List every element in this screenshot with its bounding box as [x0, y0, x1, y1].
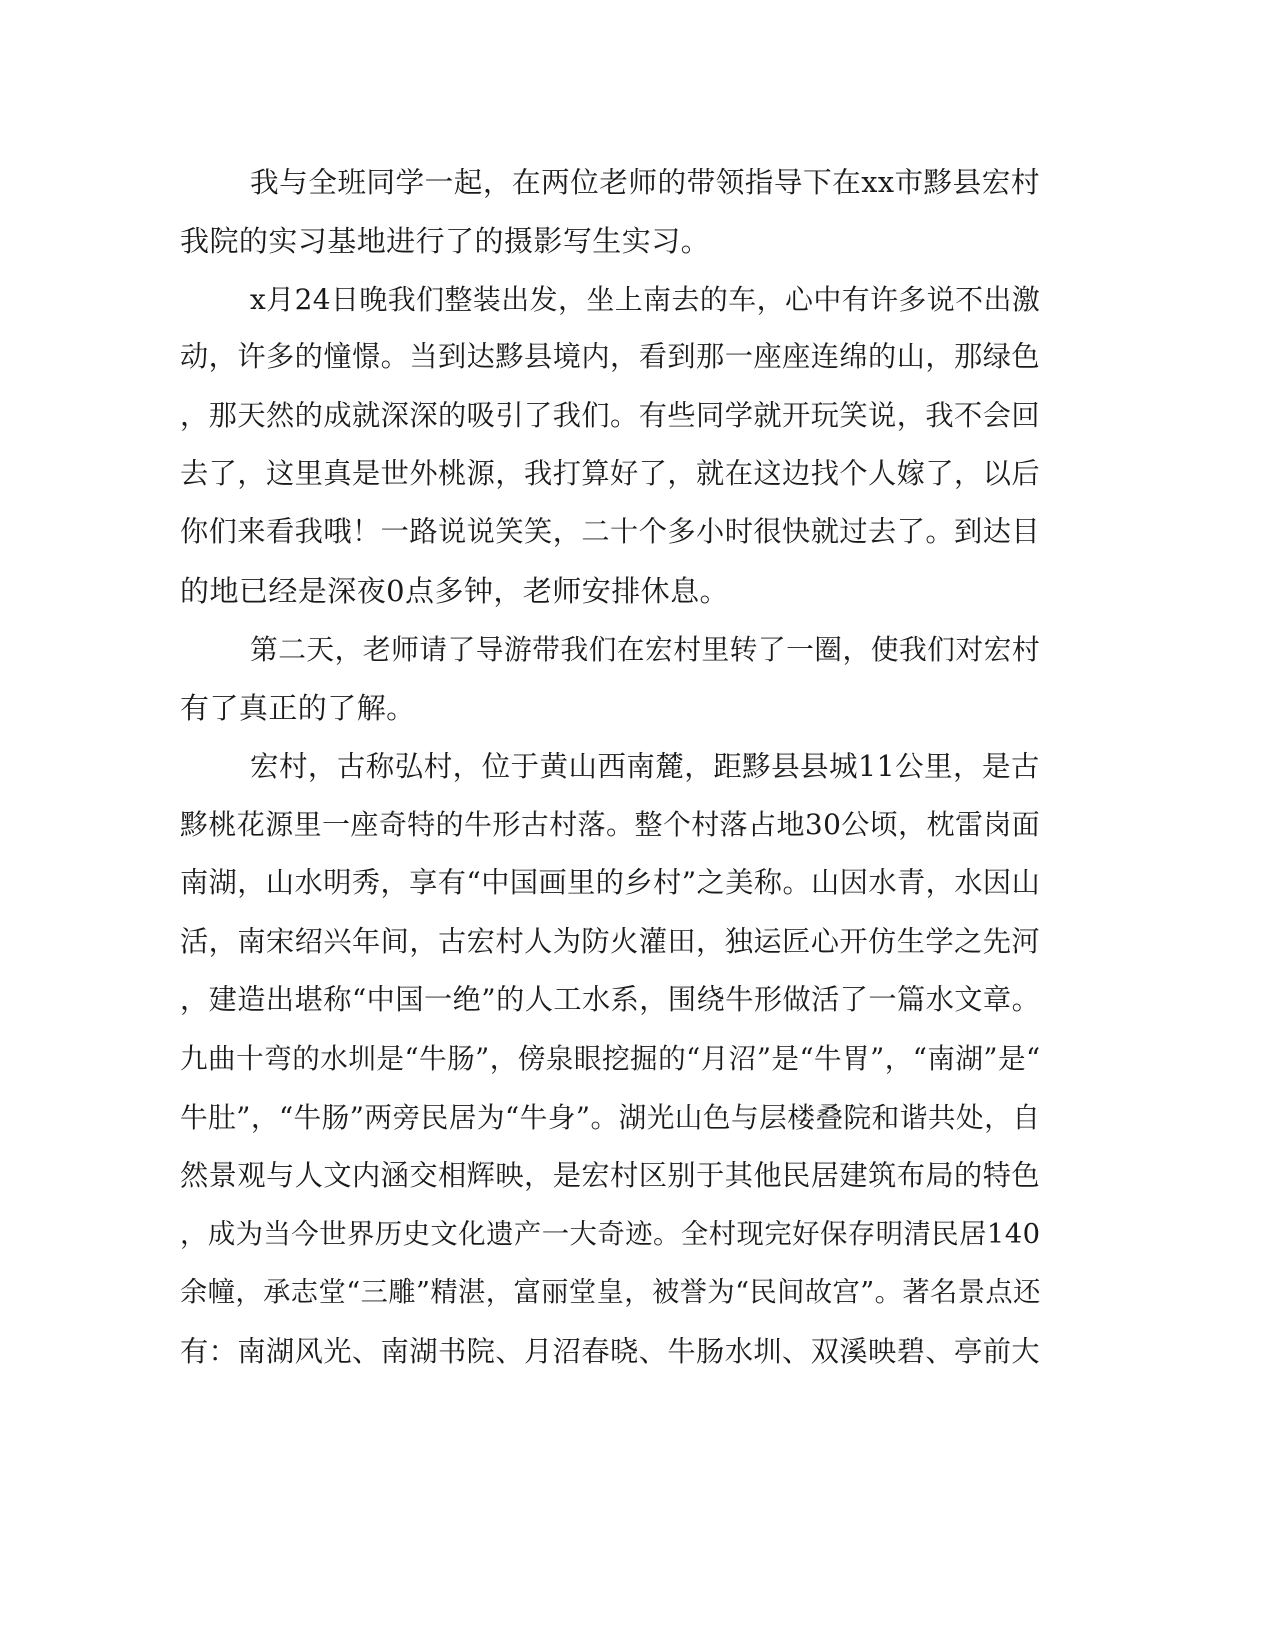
text-line: [0, 678, 1275, 738]
text-line-content: 去了，这里真是世外桃源，我打算好了，就在这边找个人嫁了，以后: [180, 457, 1041, 490]
text-line: [0, 1263, 1275, 1323]
text-line-content: x月24日晚我们整装出发，坐上南去的车，心中有许多说不出激: [250, 283, 1041, 316]
text-line: [0, 795, 1275, 855]
text-line-content: 活，南宋绍兴年间，古宏村人为防火灌田，独运匠心开仿生学之先河: [180, 925, 1041, 958]
text-line: [0, 1029, 1275, 1089]
text-line: [0, 386, 1275, 446]
text-line: [0, 561, 1275, 621]
text-line-content: 我与全班同学一起，在两位老师的带领指导下在xx市黟县宏村: [250, 165, 1040, 199]
text-line-content: 第二天，老师请了导游带我们在宏村里转了一圈，使我们对宏村: [250, 633, 1041, 666]
text-line: [0, 970, 1275, 1030]
text-line: [0, 211, 1275, 271]
text-line-content: 然景观与人文内涵交相辉映，是宏村区别于其他民居建筑布局的特色: [180, 1159, 1041, 1192]
text-line-content: 有：南湖风光、南湖书院、月沼春晓、牛肠水圳、双溪映碧、亭前大: [180, 1335, 1041, 1368]
text-line: [0, 912, 1275, 972]
text-line-content: 有了真正的了解。: [180, 691, 416, 725]
text-line: [0, 152, 1275, 212]
text-line-content: ，那天然的成就深深的吸引了我们。有些同学就开玩笑说，我不会回: [180, 399, 1041, 432]
text-line: [0, 853, 1275, 913]
text-line: [0, 1322, 1275, 1382]
text-line: [0, 270, 1275, 330]
text-line-content: 动，许多的憧憬。当到达黟县境内，看到那一座座连绵的山，那绿色: [180, 340, 1041, 373]
text-line-content: 九曲十弯的水圳是“牛肠”，傍泉眼挖掘的“月沼”是“牛胃”，“南湖”是“: [180, 1042, 1041, 1075]
text-line: [0, 1146, 1275, 1206]
text-line: [0, 327, 1275, 387]
text-line-content: 我院的实习基地进行了的摄影写生实习。: [180, 224, 711, 258]
text-line: [0, 1088, 1275, 1148]
text-line-content: ，成为当今世界历史文化遗产一大奇迹。全村现完好保存明清民居140: [180, 1219, 1041, 1250]
text-line-content: 的地已经是深夜0点多钟，老师安排休息。: [180, 574, 730, 608]
text-line-content: 宏村，古称弘村，位于黄山西南麓，距黟县县城11公里，是古: [250, 750, 1040, 783]
text-line-content: 黟桃花源里一座奇特的牛形古村落。整个村落占地30公顷，枕雷岗面: [180, 808, 1041, 841]
text-line: [0, 444, 1275, 504]
text-line-content: 南湖，山水明秀，享有“中国画里的乡村”之美称。山因水青，水因山: [180, 866, 1041, 899]
text-line-content: 牛肚”，“牛肠”两旁民居为“牛身”。湖光山色与层楼叠院和谐共处，自: [180, 1101, 1041, 1134]
text-line-content: 余幢，承志堂“三雕”精湛，富丽堂皇，被誉为“民间故宫”。著名景点还: [180, 1277, 1041, 1308]
text-line: [0, 737, 1275, 797]
text-line-content: 你们来看我哦！一路说说笑笑，二十个多小时很快就过去了。到达目: [180, 515, 1041, 548]
text-line-content: ，建造出堪称“中国一绝”的人工水系，围绕牛形做活了一篇水文章。: [180, 983, 1041, 1016]
text-line: [0, 1205, 1275, 1265]
text-line: [0, 502, 1275, 562]
text-line: [0, 620, 1275, 680]
